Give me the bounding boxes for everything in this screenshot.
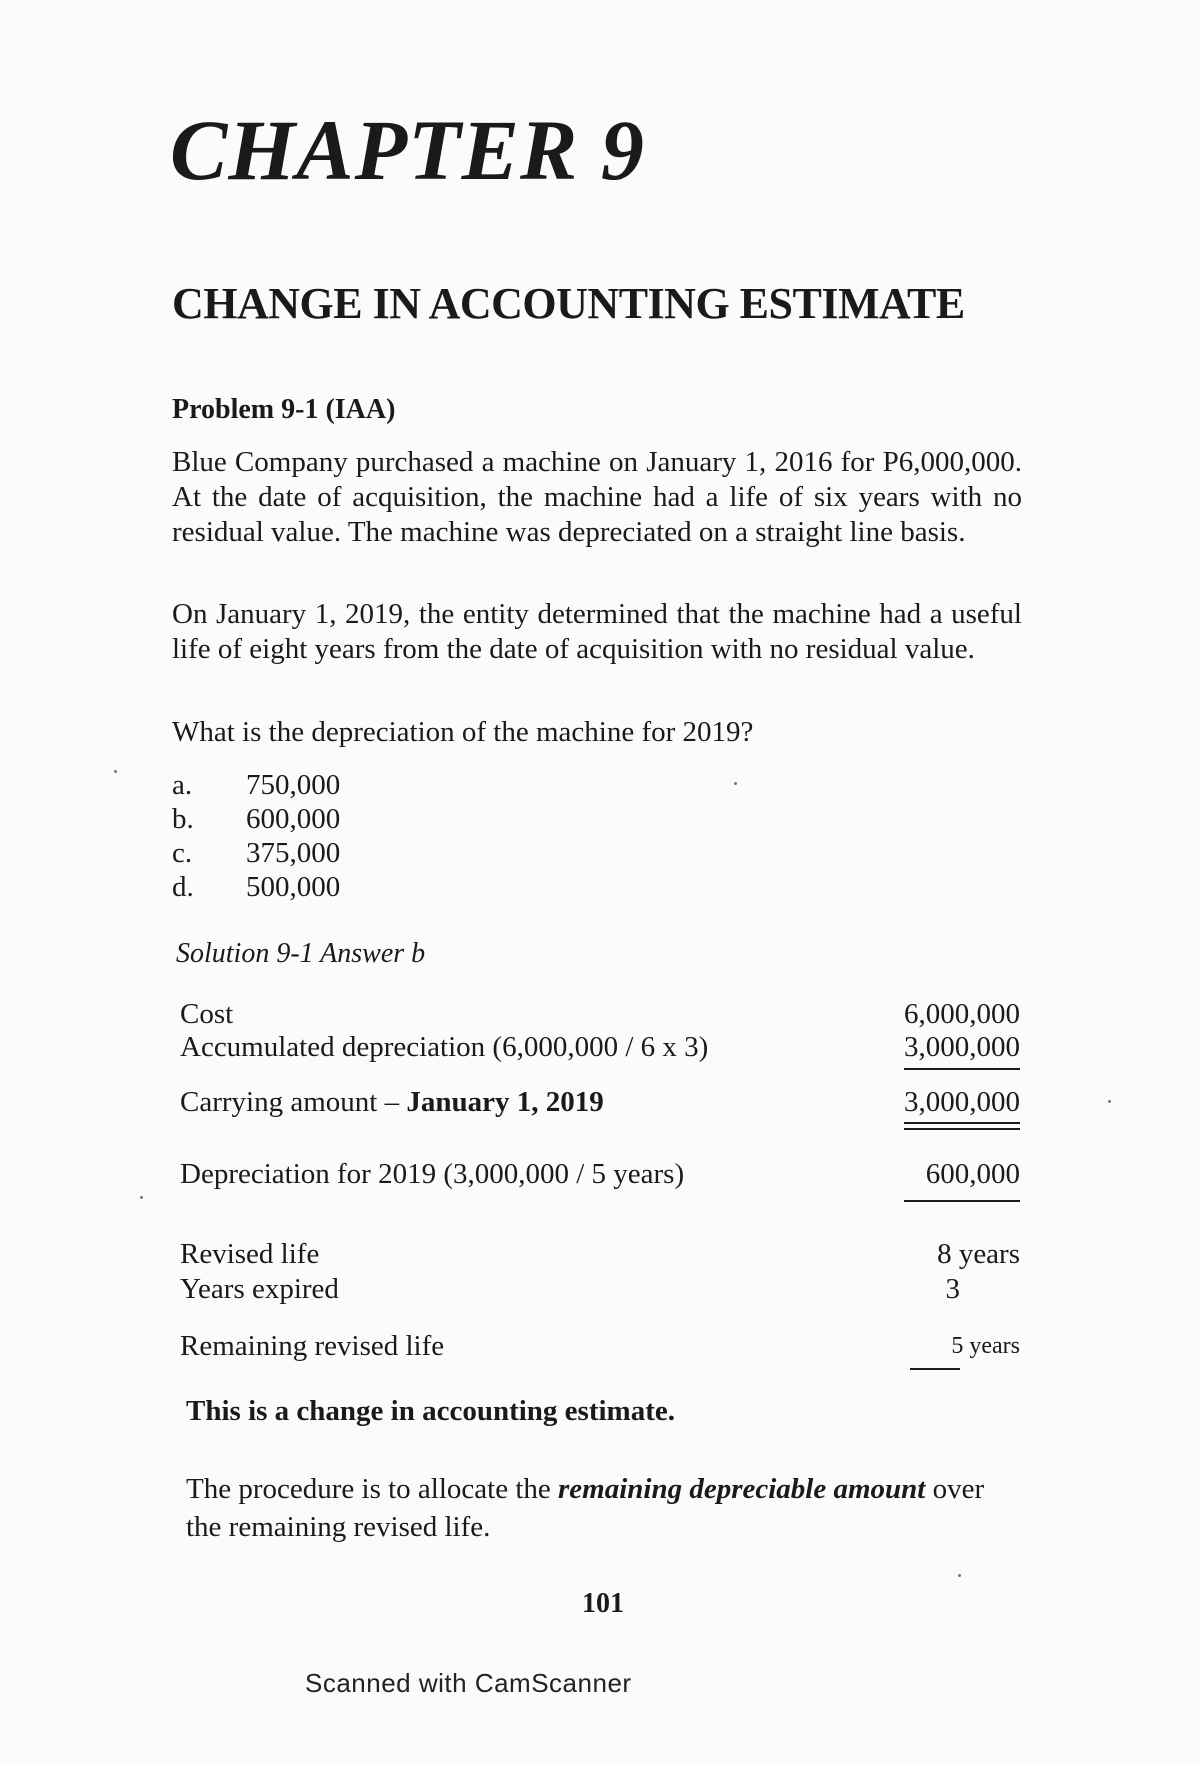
double-underline-bottom [904, 1128, 1020, 1130]
choice-letter: b. [172, 803, 194, 835]
remaining-life-value: 5 years [951, 1333, 1020, 1359]
problem-question: What is the depreciation of the machine for 2019? [172, 716, 754, 748]
years-expired-label: Years expired [180, 1273, 339, 1305]
carrying-amount-label: Carrying amount – January 1, 2019 [180, 1086, 604, 1118]
change-statement: This is a change in accounting estimate. [186, 1395, 675, 1427]
depreciation-underline [904, 1200, 1020, 1202]
revised-life-label: Revised life [180, 1238, 320, 1270]
choice-letter: c. [172, 837, 193, 869]
choice-value: 600,000 [246, 803, 341, 835]
carrying-amount-value: 3,000,000 [904, 1086, 1020, 1118]
cost-value: 6,000,000 [904, 998, 1020, 1030]
solution-heading: Solution 9-1 Answer b [176, 938, 426, 969]
remaining-life-label: Remaining revised life [180, 1330, 445, 1362]
problem-paragraph-2: On January 1, 2019, the entity determined that the machine had a useful life of eight years from the date of acquisition with no residual value. [172, 598, 1022, 665]
scan-speck [140, 1196, 143, 1199]
choice-value: 750,000 [246, 769, 341, 801]
choice-letter: a. [172, 769, 193, 801]
accumulated-depreciation-label: Accumulated depreciation (6,000,000 / 6 x 3) [180, 1031, 709, 1063]
chapter-title: CHANGE IN ACCOUNTING ESTIMATE [172, 279, 965, 328]
page-number: 101 [582, 1588, 624, 1619]
choice-a [172, 768, 340, 802]
cost-label: Cost [180, 998, 234, 1030]
remaining-life-underline [910, 1368, 960, 1370]
scanner-footer: Scanned with CamScanner [305, 1668, 632, 1698]
choice-value: 500,000 [246, 871, 341, 903]
scan-speck [958, 1574, 961, 1577]
problem-heading: Problem 9-1 (IAA) [172, 394, 396, 425]
choice-b [172, 802, 340, 836]
choice-letter: d. [172, 871, 194, 903]
depreciation-label: Depreciation for 2019 (3,000,000 / 5 years) [180, 1158, 685, 1190]
procedure-paragraph: The procedure is to allocate the remaining depreciable amount over the remaining revised life. [186, 1473, 985, 1543]
subtotal-underline [904, 1068, 1020, 1070]
problem-paragraph-1: Blue Company purchased a machine on January 1, 2016 for P6,000,000. At the date of acquisition, the machine had a life of six years with no residual value. The machine was depreciated on a straight line basis. [172, 446, 1022, 548]
scan-speck [1108, 1100, 1111, 1103]
double-underline-top [904, 1122, 1020, 1124]
accumulated-depreciation-value: 3,000,000 [904, 1031, 1020, 1063]
scan-speck [734, 782, 737, 785]
revised-life-value: 8 years [937, 1238, 1020, 1270]
scan-speck [114, 770, 117, 773]
depreciation-value: 600,000 [925, 1158, 1020, 1190]
choice-value: 375,000 [246, 837, 341, 869]
chapter-heading: CHAPTER 9 [170, 102, 645, 198]
years-expired-value: 3 [945, 1273, 960, 1305]
answer-choices [172, 768, 340, 904]
procedure-emphasis: remaining depreciable amount [558, 1473, 926, 1505]
choice-c [172, 836, 340, 870]
choice-d [172, 870, 340, 904]
